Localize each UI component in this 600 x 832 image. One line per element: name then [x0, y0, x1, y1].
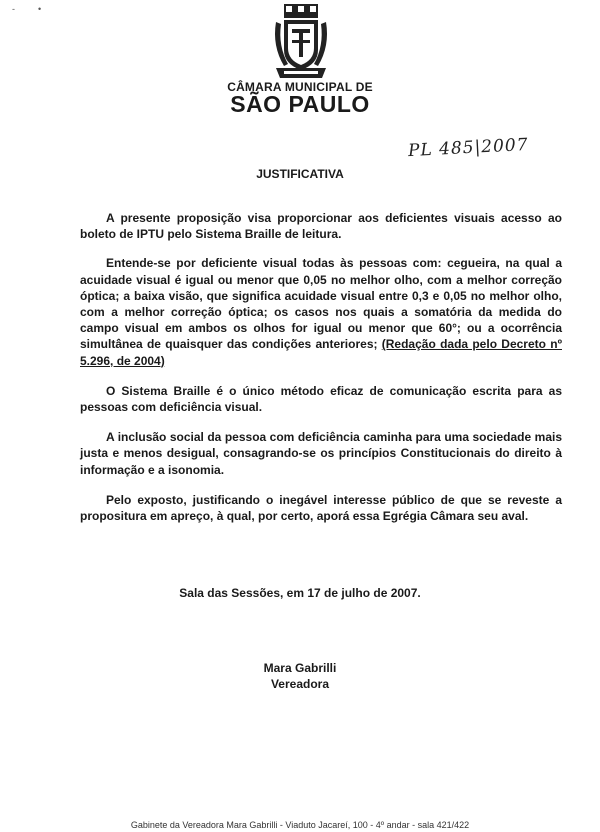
org-name-line1: CÂMARA MUNICIPAL DE: [227, 80, 373, 94]
paragraph: [80, 255, 562, 368]
document-body: [80, 210, 562, 538]
paragraph: O Sistema Braille é o único método eficaz de comunicação escrita para as pessoas com deficiência visual.: [80, 383, 562, 415]
paragraph: A inclusão social da pessoa com deficiência caminha para uma sociedade mais justa e menos desigual, consagrando-se os princípios Constitucionais do direito à informação e a isonomia.: [80, 430, 562, 477]
municipal-coat-of-arms-icon: [270, 2, 332, 80]
paragraph-text: Entende-se por deficiente visual todas às pessoas com: cegueira, na qual a acuidade visual é igual ou menor que 0,05 no melhor olho, com a melhor correção óptica; a baixa visão, que significa acuidade visual entre 0,3 e 0,05 no melhor olho, com a melhor correção óptica; os casos nos quais a somatória da medida do campo visual em ambos os olhos for igual ou menor que 60°; ou a ocorrência simultânea de quaisquer das condições anteriores;: [80, 256, 562, 352]
paragraph: A presente proposição visa proporcionar aos deficientes visuais acesso ao boleto de IPTU pelo Sistema Braille de leitura.: [80, 211, 562, 242]
paragraph: Pelo exposto, justificando o inegável interesse público de que se reveste a propositura em apreço, à qual, por certo, aporá essa Egrégia Câmara seu aval.: [80, 492, 562, 524]
signer-name: Mara Gabrilli: [263, 661, 337, 675]
org-name-line2: SÃO PAULO: [230, 91, 370, 117]
scan-mark: •: [38, 4, 42, 14]
handwritten-bill-reference: PL 485|2007: [407, 134, 530, 162]
footer-address: Gabinete da Vereadora Mara Gabrilli - Viaduto Jacareí, 100 - 4º andar - sala 421/422: [130, 820, 470, 830]
signature-block: [0, 660, 600, 692]
scan-mark: -: [12, 4, 15, 14]
decree-reference: (Redação dada pelo Decreto nº 5.296, de 2004): [80, 337, 562, 368]
signer-role: Vereadora: [270, 677, 330, 691]
document-title: JUSTIFICATIVA: [256, 167, 344, 181]
session-date: Sala das Sessões, em 17 de julho de 2007.: [179, 586, 421, 600]
